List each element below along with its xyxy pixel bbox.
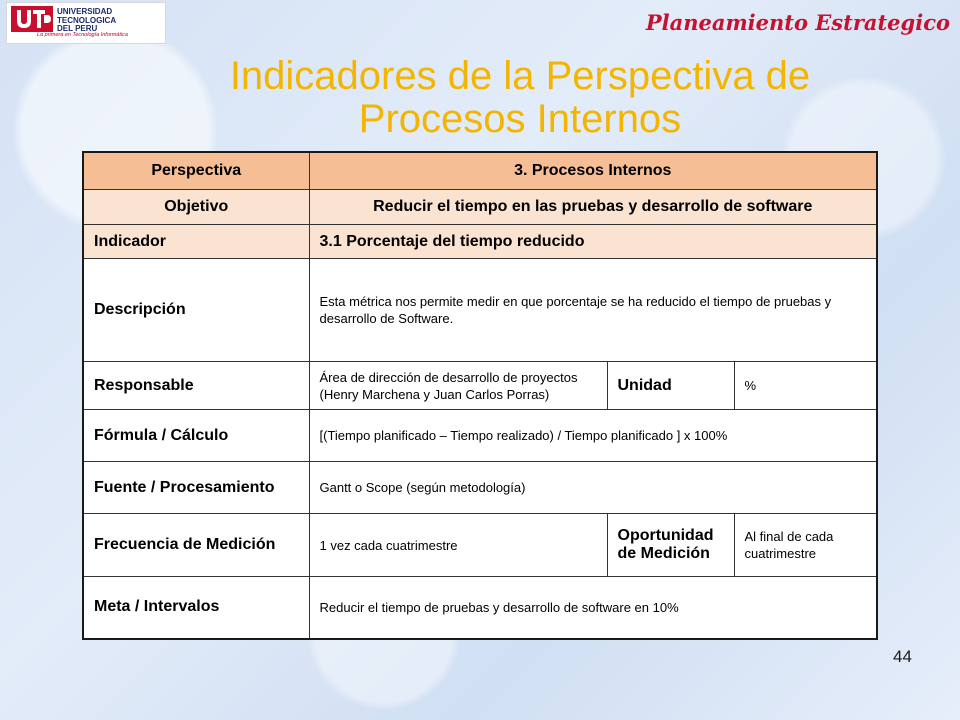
descripcion-label: Descripción [83, 259, 309, 362]
page-number: 44 [893, 647, 912, 666]
slide-title [150, 55, 890, 141]
perspectiva-value: 3. Procesos Internos [309, 152, 877, 190]
logo-tagline: La primera en Tecnología Informática [37, 32, 128, 38]
perspectiva-label: Perspectiva [83, 152, 309, 190]
indicador-label: Indicador [83, 225, 309, 259]
title-line-2: Procesos Internos [358, 97, 682, 141]
responsable-label: Responsable [83, 362, 309, 410]
meta-label: Meta / Intervalos [83, 577, 309, 639]
objetivo-value: Reducir el tiempo en las pruebas y desarrollo de software [309, 190, 877, 225]
unidad-label: Unidad [607, 362, 734, 410]
indicador-value: 3.1 Porcentaje del tiempo reducido [309, 225, 877, 259]
frecuencia-label: Frecuencia de Medición [83, 514, 309, 577]
objetivo-label: Objetivo [83, 190, 309, 225]
descripcion-row [83, 259, 877, 362]
university-logo [6, 2, 166, 44]
responsable-row [83, 362, 877, 410]
frecuencia-row [83, 514, 877, 577]
fuente-row [83, 462, 877, 514]
fuente-label: Fuente / Procesamiento [83, 462, 309, 514]
descripcion-value: Esta métrica nos permite medir en que porcentaje se ha reducido el tiempo de pruebas y desarrollo de Software. [309, 259, 877, 362]
title-line-1: Indicadores de la Perspectiva de [229, 54, 811, 98]
fuente-value: Gantt o Scope (según metodología) [309, 462, 877, 514]
utp-logo-icon [11, 6, 53, 32]
frecuencia-value: 1 vez cada cuatrimestre [309, 514, 607, 577]
oportunidad-value: Al final de cada cuatrimestre [734, 514, 877, 577]
formula-row [83, 410, 877, 462]
indicator-table [82, 151, 878, 640]
unidad-value: % [734, 362, 877, 410]
formula-label: Fórmula / Cálculo [83, 410, 309, 462]
indicador-row [83, 225, 877, 259]
logo-text: UNIVERSIDAD TECNOLOGICA DEL PERU [57, 7, 117, 33]
perspectiva-row [83, 152, 877, 190]
meta-row [83, 577, 877, 639]
responsable-value: Área de dirección de desarrollo de proyectos (Henry Marchena y Juan Carlos Porras) [309, 362, 607, 410]
objetivo-row [83, 190, 877, 225]
meta-value: Reducir el tiempo de pruebas y desarrollo de software en 10% [309, 577, 877, 639]
oportunidad-label: Oportunidad de Medición [607, 514, 734, 577]
brand-title: Planeamiento Estrategico [645, 10, 950, 35]
formula-value: [(Tiempo planificado – Tiempo realizado) / Tiempo planificado ] x 100% [309, 410, 877, 462]
